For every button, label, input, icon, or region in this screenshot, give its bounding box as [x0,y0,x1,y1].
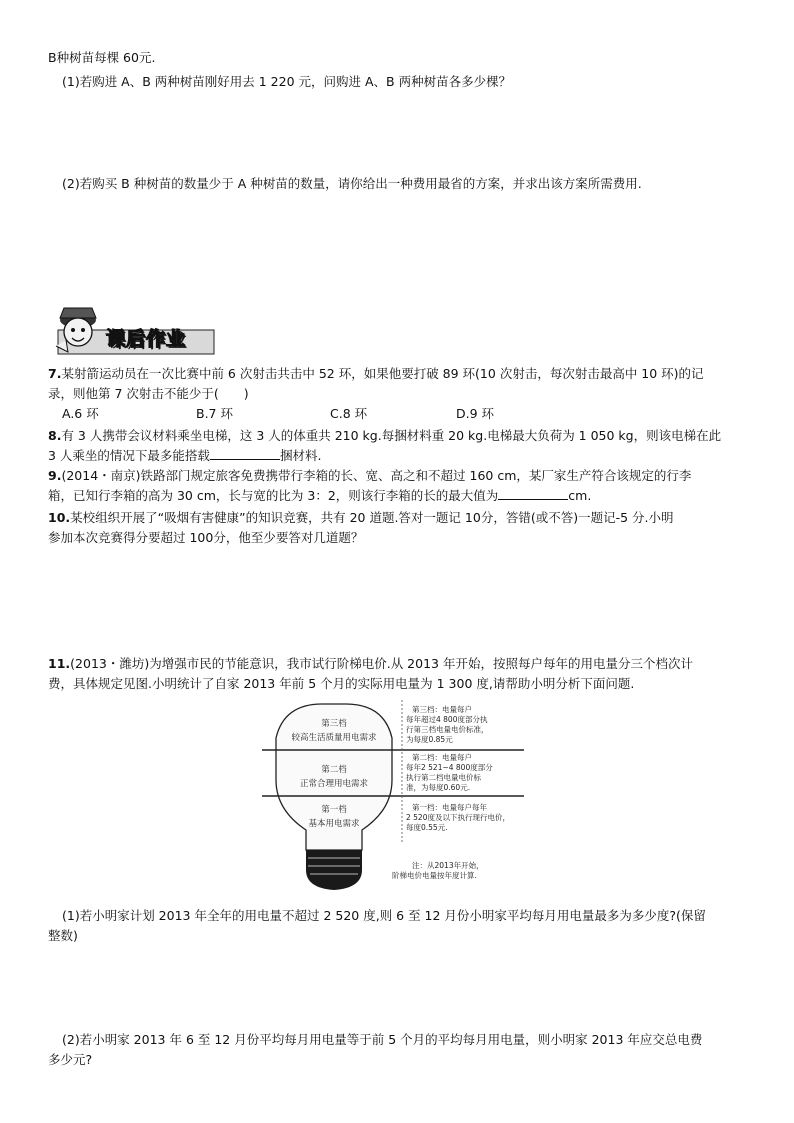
problem-10 [48,508,754,528]
option-a: A.6 环 [62,406,99,421]
tier3-note: 每年超过4 800度部分执 [406,715,488,724]
tier2-note: 第二档：电量每户 [412,753,472,762]
problem-9 [48,466,754,486]
tier1-subtitle: 基本用电需求 [308,819,360,829]
problem-text: 参加本次竞赛得分要超过 100分，他至少要答对几道题？ [48,530,364,545]
problem-11 [48,654,754,674]
problem-text: 费，具体规定见图.小明统计了自家 2013 年前 5 个月的实际用电量为 1 300 度,请帮助小明分析下面问题. [48,676,635,691]
problem-number: 11. [48,656,71,671]
option-b: B.7 环 [196,406,233,421]
tier1-note: 每度0.55元. [406,823,448,832]
answer-blank[interactable] [210,446,280,460]
bulb-base-icon [306,850,362,890]
problem-text: (2014・南京)铁路部门规定旅客免费携带行李箱的长、宽、高之和不超过 160 cm，某厂家生产符合该规定的行李 [61,468,692,483]
problem-text: 录，则他第 7 次射击不能少于( ) [48,386,249,401]
homework-banner [48,300,218,360]
figure-footnote: 阶梯电价电量按年度计算. [392,871,477,880]
problem-text: 箱，已知行李箱的高为 30 cm，长与宽的比为 3：2，则该行李箱的长的最大值为 [48,488,499,503]
question-text: (2)若购买 B 种树苗的数量少于 A 种树苗的数量，请你给出一种费用最省的方案，并求出该方案所需费用. [62,176,642,191]
question-text: (1)若小明家计划 2013 年全年的用电量不超过 2 520 度,则 6 至 12 月份小明家平均每月用电量最多为多少度?(保留 [62,908,706,923]
tier1-note: 第一档：电量每户每年 [412,803,487,812]
problem-text: 3 人乘坐的情况下最多能搭载 [48,448,210,463]
problem-8 [48,426,754,446]
options-row [62,404,602,424]
tier2-title: 第二档 [321,765,347,775]
tier3-subtitle: 较高生活质量用电需求 [291,733,377,743]
problem-text: 某校组织开展了“吸烟有害健康”的知识竞赛，共有 20 道题.答对一题记 10分，答错(或不答)一题记-5 分.小明 [70,510,674,525]
problem-number: 10. [48,510,71,525]
tier2-subtitle: 正常合理用电需求 [299,779,369,789]
tier2-note: 准，为每度0.60元. [406,783,471,792]
problem-text [48,446,754,466]
question-text: (1)若购进 A、B 两种树苗刚好用去 1 220 元，问购进 A、B 两种树苗各多少棵？ [62,74,512,89]
option-d: D.9 环 [456,406,495,421]
problem-number: 8. [48,428,62,443]
problem-text [48,486,754,506]
option-c: C.8 环 [330,406,368,421]
tier3-note: 第三档：电量每户 [412,705,472,714]
question-text: (2)若小明家 2013 年 6 至 12 月份平均每月用电量等于前 5 个月的平均每月用电量，则小明家 2013 年应交总电费 [62,1032,703,1047]
problem-text: 有 3 人携带会议材料乘坐电梯，这 3 人的体重共 210 kg.每捆材料重 20 kg.电梯最大负荷为 1 050 kg，则该电梯在此 [61,428,722,443]
tier3-note: 行第三档电量电价标准， [406,725,489,734]
text-line: B种树苗每棵 60元. [48,50,156,65]
question-text: 整数) [48,928,78,943]
banner-title: 课后作业 [106,328,187,350]
answer-blank[interactable] [498,486,568,500]
problem-number: 9. [48,468,62,483]
tier2-note: 每年2 521~4 800度部分 [406,763,493,772]
figure-footnote: 注：从2013年开始， [412,861,484,870]
problem-text: 某射箭运动员在一次比赛中前 6 次射击共击中 52 环，如果他要打破 89 环(10 次射击，每次射击最高中 10 环)的记 [61,366,704,381]
tier3-note: 为每度0.85元 [406,735,453,744]
tier2-note: 执行第二档电量电价标 [406,773,481,782]
problem-text: (2013・潍坊)为增强市民的节能意识，我市试行阶梯电价.从 2013 年开始，按照每户每年的用电量分三个档次计 [70,656,693,671]
problem-number: 7. [48,366,62,381]
problem-text: 捆材料. [279,448,322,463]
question-text: 多少元? [48,1052,93,1067]
tiered-electricity-figure [262,700,532,900]
tier1-title: 第一档 [321,805,347,815]
tier1-note: 2 520度及以下执行现行电价， [406,813,510,822]
tier3-title: 第三档 [321,719,347,729]
problem-7 [48,364,754,384]
problem-text: cm. [568,488,592,503]
